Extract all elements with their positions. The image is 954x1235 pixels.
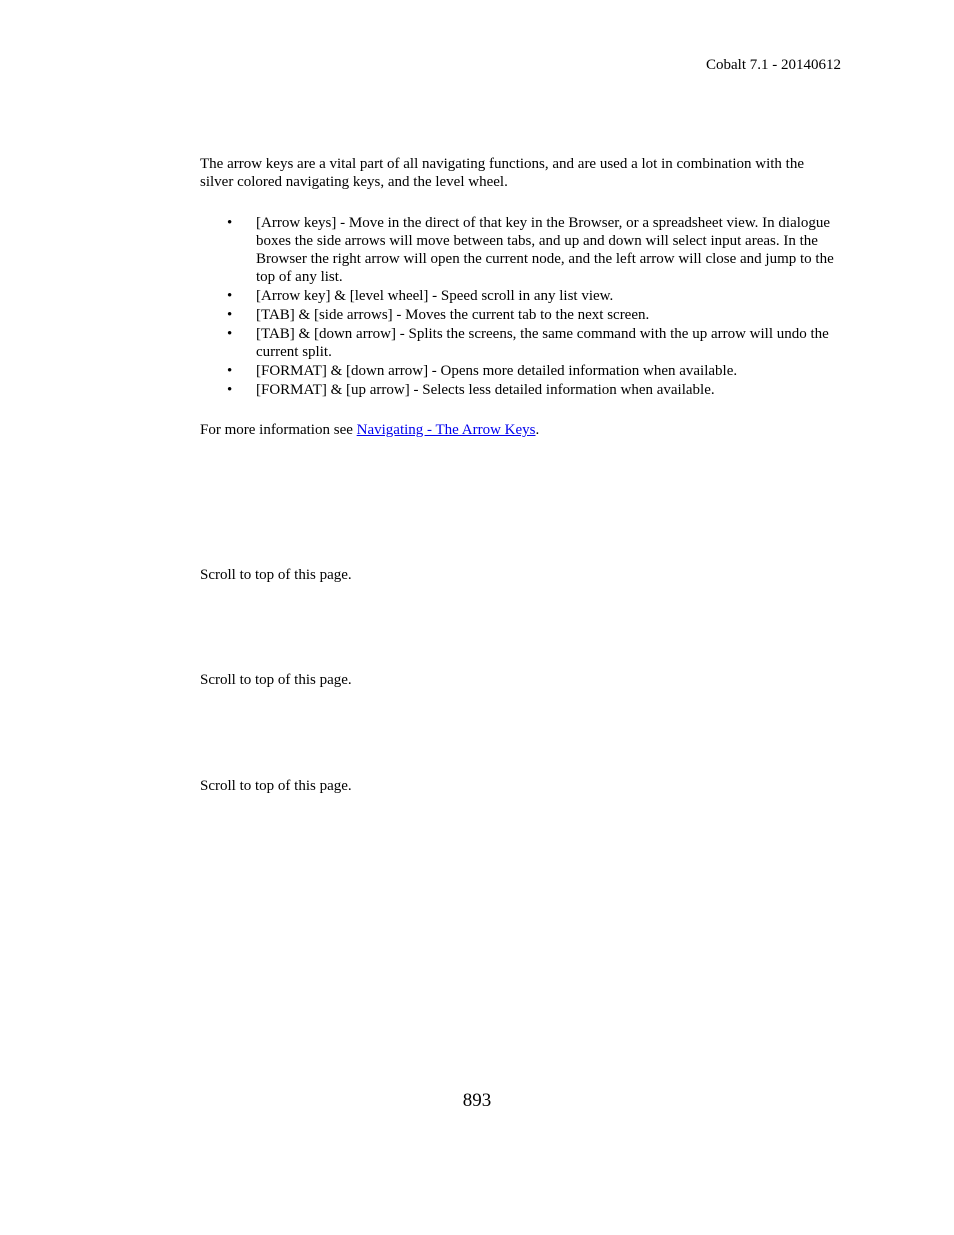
intro-paragraph: The arrow keys are a vital part of all navigating functions, and are used a lot in combination with the silver colored navigating keys, and the level wheel. <box>200 156 804 190</box>
shortcut-list <box>200 214 840 399</box>
list-item <box>200 362 840 380</box>
bullet-icon: • <box>227 382 233 398</box>
more-info-prefix: For more information see <box>200 422 357 438</box>
list-item <box>200 325 840 361</box>
list-item-text: [TAB] & [down arrow] - Splits the screens, the same command with the up arrow will undo the current split. <box>256 326 829 360</box>
bullet-icon: • <box>227 307 233 323</box>
main-content <box>200 155 840 439</box>
list-item-text: [Arrow keys] - Move in the direct of that key in the Browser, or a spreadsheet view. In dialogue boxes the side arrows will move between tabs, and up and down will select input areas. In the Browser the right arrow will open the current node, and the left arrow will close and jump to the top of any list. <box>256 215 834 285</box>
more-info-suffix: . <box>535 422 540 438</box>
bullet-icon: • <box>227 326 233 342</box>
list-item <box>200 214 840 286</box>
list-item <box>200 381 840 399</box>
list-item-text: [TAB] & [side arrows] - Moves the current tab to the next screen. <box>256 307 650 323</box>
scroll-to-top-link[interactable]: Scroll to top of this page. <box>200 567 352 583</box>
list-item-text: [Arrow key] & [level wheel] - Speed scroll in any list view. <box>256 288 614 304</box>
scroll-to-top-link[interactable]: Scroll to top of this page. <box>200 672 352 688</box>
list-item-text: [FORMAT] & [up arrow] - Selects less detailed information when available. <box>256 382 715 398</box>
more-info-paragraph <box>200 421 840 439</box>
list-item-text: [FORMAT] & [down arrow] - Opens more detailed information when available. <box>256 363 738 379</box>
bullet-icon: • <box>227 288 233 304</box>
list-item <box>200 287 840 305</box>
document-version-header: Cobalt 7.1 - 20140612 <box>706 57 841 73</box>
bullet-icon: • <box>227 363 233 379</box>
bullet-icon: • <box>227 215 233 231</box>
scroll-to-top-link[interactable]: Scroll to top of this page. <box>200 778 352 794</box>
page-number: 893 <box>462 1090 492 1111</box>
navigating-arrow-keys-link[interactable]: Navigating - The Arrow Keys <box>356 422 536 438</box>
list-item <box>200 306 840 324</box>
